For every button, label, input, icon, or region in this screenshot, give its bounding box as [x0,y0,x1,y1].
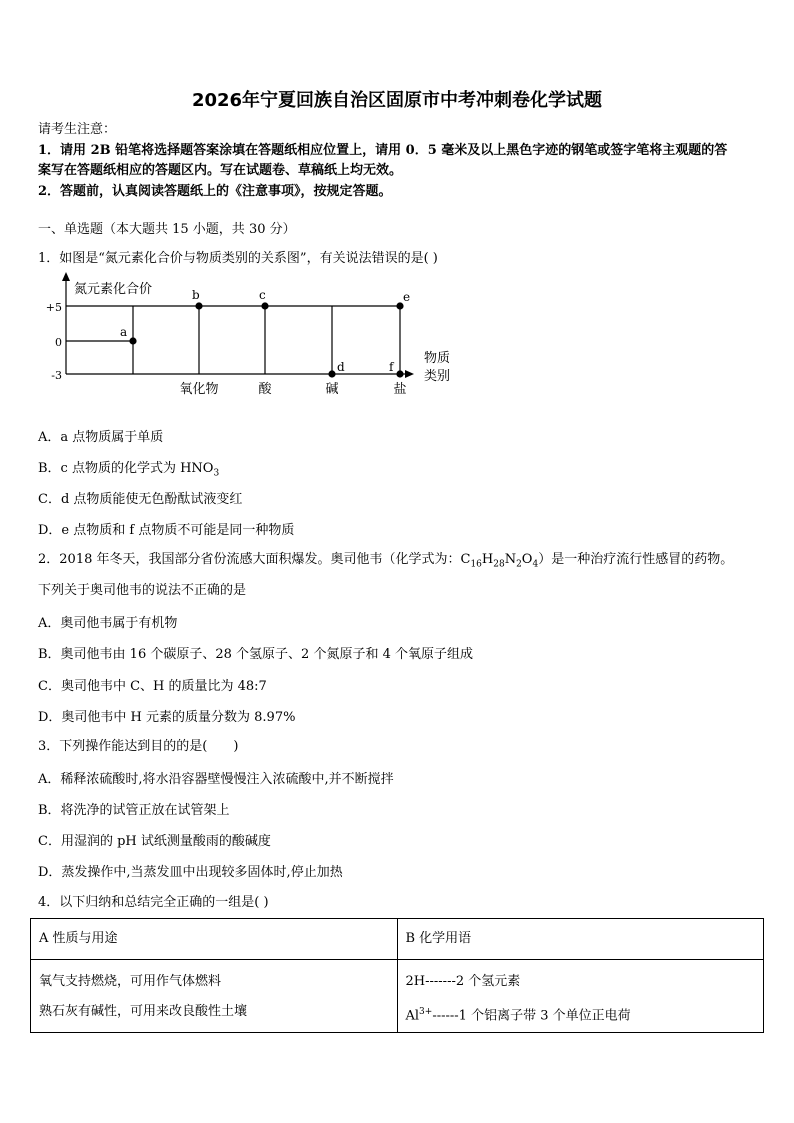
formula-subscript: 16 [470,559,482,570]
notice-item-1-line-1: 1．请用 2B 铅笔将选择题答案涂填在答题纸相应位置上，请用 0．5 毫米及以上黑色字迹的钢笔或签字笔将主观题的答 [38,143,728,158]
formula-element: O [521,552,533,567]
formula-subscript: 2 [516,559,522,570]
page-title: 2026年宁夏回族自治区固原市中考冲刺卷化学试题 [191,90,603,111]
q4-col-b-line-2 [406,1002,756,1026]
q3-option-a: A．稀释浓硫酸时,将水沿容器壁慢慢注入浓硫酸中,并不断搅拌 [38,772,394,787]
q4-col-a-line-2: 熟石灰有碱性，可用来改良酸性土壤 [39,1004,248,1019]
ion-symbol: Al [405,1008,420,1024]
point-label-a: a [120,325,128,339]
y-tick-label: -3 [51,369,62,382]
section-heading: 一、单选题（本大题共 15 小题，共 30 分） [38,222,296,237]
q2-stem-tail: ）是一种治疗流行性感冒的药物。 [538,552,734,567]
q2-option-b: B．奥司他韦由 16 个碳原子、28 个氢原子、2 个氮原子和 4 个氧原子组成 [38,647,473,662]
formula-subscript: 28 [493,559,505,570]
q3-option-c: C．用湿润的 pH 试纸测量酸雨的酸碱度 [38,834,271,849]
category-label: 酸 [258,382,272,397]
notice-item-2: 2．答题前，认真阅读答题纸上的《注意事项》，按规定答题。 [38,184,392,199]
q3-option-d: D．蒸发操作中,当蒸发皿中出现较多固体时,停止加热 [38,865,343,880]
q4-col-a-line-1: 氧气支持燃烧，可用作气体燃料 [39,974,222,989]
point-label-d: d [337,360,345,374]
x-axis-arrow [405,370,414,378]
q2-stem-line-2: 下列关于奥司他韦的说法不正确的是 [38,583,247,598]
point-label-f: f [389,360,394,374]
point-label-c: c [259,288,266,302]
q1-option-d: D．e 点物质和 f 点物质不可能是同一种物质 [38,523,295,538]
category-label: 碱 [325,382,339,397]
q2-option-d: D．奥司他韦中 H 元素的质量分数为 8.97% [38,710,296,725]
point-a [129,337,136,344]
point-c [261,302,268,309]
q4-col-b-line-1: 2H-------2 个氢元素 [405,974,521,989]
y-axis-label: 氮元素化合价 [74,282,153,297]
q1-option-b-text: B．c 点物质的化学式为 HNO [38,461,214,476]
q4-stem: 4．以下归纳和总结完全正确的一组是( ) [38,895,269,910]
q3-stem: 3．下列操作能达到目的的是( ) [38,739,239,754]
q2-option-c: C．奥司他韦中 C、H 的质量比为 48:7 [38,679,267,694]
notice-item-1-line-2: 案写在答题纸相应的答题区内。写在试题卷、草稿纸上均无效。 [38,163,403,178]
y-tick-label: +5 [45,301,62,314]
formula-subscript: 4 [532,559,539,570]
x-axis-label-line-1: 物质 [424,351,451,366]
q1-option-b-subscript: 3 [213,468,220,479]
formula-element: H [481,552,494,567]
point-b [195,302,202,309]
q3-option-b: B．将洗净的试管正放在试管架上 [38,803,230,818]
valence-category-chart [0,270,470,405]
q2-stem-text: 2．2018 年冬天，我国部分省份流感大面积爆发。奥司他韦（化学式为：C [38,552,471,567]
q1-option-b [38,457,219,479]
y-tick-label: 0 [55,336,62,349]
point-f [396,370,403,377]
q4-col-a-body [31,960,398,1033]
point-label-e: e [403,290,411,304]
q4-table [30,918,764,1033]
q4-col-a-header: A 性质与用途 [31,919,398,960]
category-label: 盐 [393,382,407,397]
ion-charge: 3+ [419,1007,433,1017]
x-axis-label-line-2: 类别 [424,369,451,384]
y-axis-arrow [62,272,70,281]
point-d [328,370,335,377]
category-label: 氧化物 [179,382,219,397]
q1-option-c: C．d 点物质能使无色酚酞试液变红 [38,492,243,507]
q1-stem: 1．如图是“氮元素化合价与物质类别的关系图”，有关说法错误的是( ) [38,251,438,266]
q1-option-a: A．a 点物质属于单质 [38,430,164,445]
q4-col-b-body [397,960,764,1033]
q4-col-b-header: B 化学用语 [397,919,764,960]
point-label-b: b [192,288,200,302]
formula-element: N [504,552,517,567]
q2-stem [38,550,733,575]
notice-heading: 请考生注意： [38,122,117,137]
ion-description: ------1 个铝离子带 3 个单位正电荷 [432,1008,631,1024]
q2-option-a: A．奥司他韦属于有机物 [38,616,178,631]
